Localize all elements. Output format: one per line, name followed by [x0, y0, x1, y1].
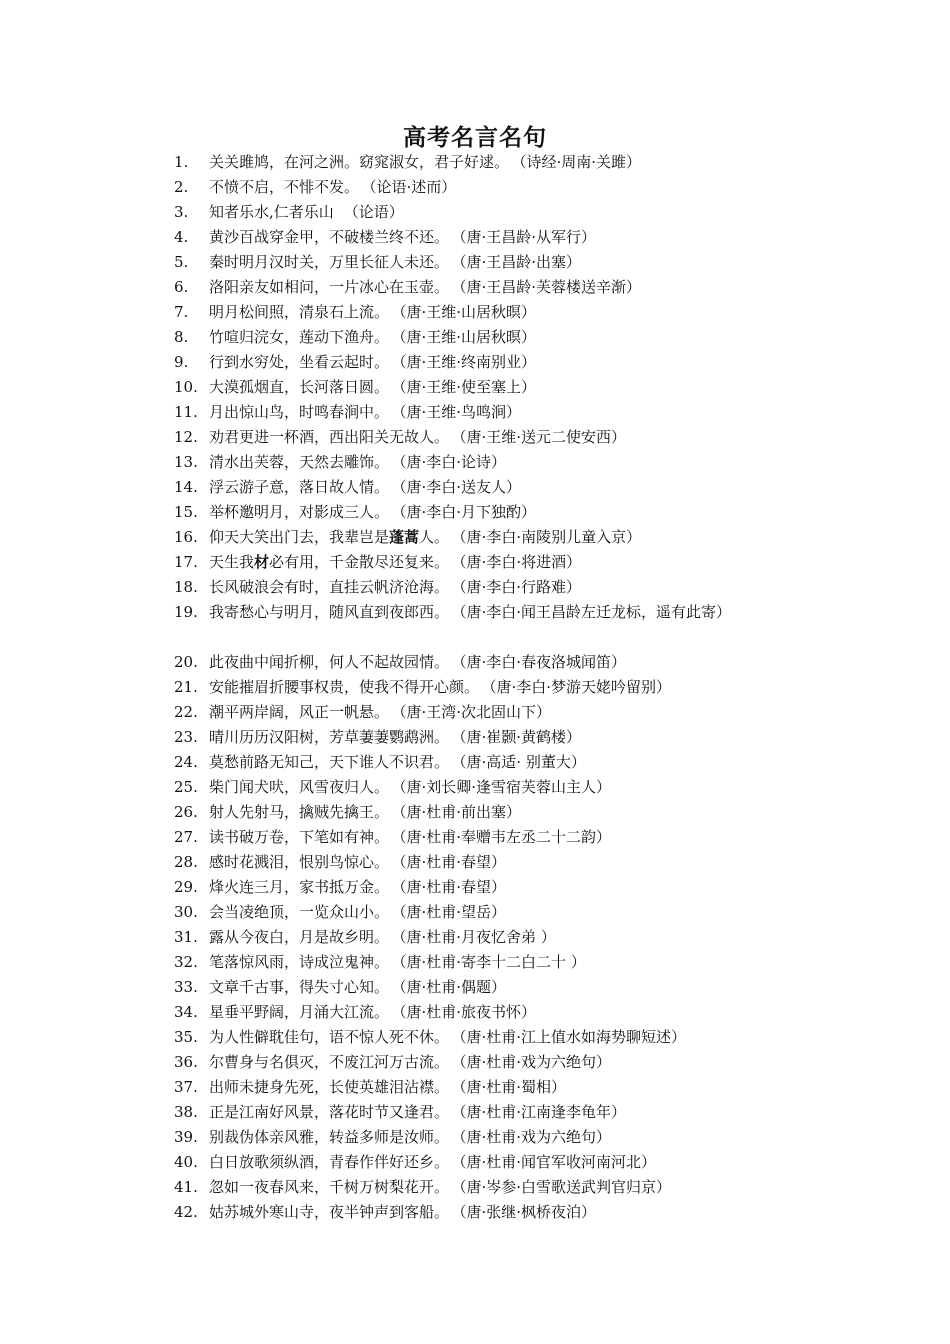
quote-source: （唐·杜甫·江南逢李龟年）: [459, 1103, 627, 1121]
quote-body: [209, 550, 814, 575]
quote-text: 射人先射马，擒贼先擒王。: [209, 803, 390, 821]
list-item: [174, 875, 814, 900]
quote-body: [209, 1125, 814, 1150]
quote-text: 行到水穷处，坐看云起时。: [209, 353, 390, 371]
quote-source: （唐·王湾·次北固山下）: [399, 703, 552, 721]
quote-body: [209, 975, 814, 1000]
item-number: 24.: [174, 753, 198, 771]
quote-text: 别裁伪体亲风雅，转益多师是汝师。: [209, 1128, 450, 1146]
quote-source: （唐·杜甫·寄李十二白二十 ）: [399, 953, 586, 971]
quote-body: [209, 375, 814, 400]
quote-text: 关关雎鸠，在河之洲。窈窕淑女，君子好逑。: [209, 153, 510, 171]
item-number: 36.: [174, 1053, 198, 1071]
quote-source: （唐·李白·春夜洛城闻笛）: [459, 653, 627, 671]
quote-source: （唐·杜甫·蜀相）: [459, 1078, 567, 1096]
quote-body: [209, 700, 814, 725]
quote-body: [209, 300, 814, 325]
quote-body: [209, 575, 814, 600]
item-number: 12.: [174, 428, 198, 446]
item-number: 39.: [174, 1128, 198, 1146]
quote-body: [209, 1175, 814, 1200]
list-item: [174, 425, 814, 450]
quote-body: [209, 325, 814, 350]
item-number: 32.: [174, 953, 198, 971]
quote-text: 晴川历历汉阳树，芳草萋萋鹦鹉洲。: [209, 728, 450, 746]
list-item: [174, 675, 814, 700]
quote-body: [209, 725, 814, 750]
quote-source: （唐·李白·梦游天姥吟留别）: [489, 678, 672, 696]
quote-source: （唐·李白·行路难）: [459, 578, 582, 596]
quote-body: [209, 1050, 814, 1075]
list-item: [174, 725, 814, 750]
quote-text: 必有用，千金散尽还复来。: [269, 553, 450, 571]
item-number: 6.: [174, 278, 189, 296]
quote-body: [209, 500, 814, 525]
list-item: [174, 300, 814, 325]
quote-text: 此夜曲中闻折柳，何人不起故园情。: [209, 653, 450, 671]
quote-body: [209, 1000, 814, 1025]
item-number: 11.: [174, 403, 198, 421]
quote-text: 黄沙百战穿金甲，不破楼兰终不还。: [209, 228, 450, 246]
quote-source: （唐·李白·闻王昌龄左迁龙标，遥有此寄）: [459, 603, 732, 621]
item-number: 26.: [174, 803, 198, 821]
item-number: 27.: [174, 828, 198, 846]
list-item: [174, 925, 814, 950]
quote-source: （论语·述而）: [369, 178, 457, 196]
quote-source: （唐·张继·枫桥夜泊）: [459, 1203, 597, 1221]
item-number: 21.: [174, 678, 198, 696]
quote-text: 白日放歌须纵酒，青春作伴好还乡。: [209, 1153, 450, 1171]
list-item: [174, 250, 814, 275]
quote-source: （唐·王维·山居秋暝）: [399, 328, 537, 346]
list-item: [174, 950, 814, 975]
quote-body: [209, 675, 814, 700]
list-item: [174, 1100, 814, 1125]
quote-text: 忽如一夜春风来，千树万树梨花开。: [209, 1178, 450, 1196]
list-item: [174, 800, 814, 825]
item-number: 25.: [174, 778, 198, 796]
quote-source: （唐·李白·南陵别儿童入京）: [459, 528, 642, 546]
item-number: 30.: [174, 903, 198, 921]
quote-text: 正是江南好风景，落花时节又逢君。: [209, 1103, 450, 1121]
list-item: [174, 850, 814, 875]
item-number: 1.: [174, 153, 189, 171]
quote-text: 潮平两岸阔，风正一帆悬。: [209, 703, 390, 721]
page-title: 高考名言名句: [403, 124, 547, 151]
quote-body: [209, 400, 814, 425]
item-number: 5.: [174, 253, 189, 271]
item-number: 37.: [174, 1078, 198, 1096]
quote-body: [209, 150, 814, 175]
list-item: [174, 1175, 814, 1200]
quote-text: 清水出芙蓉，天然去雕饰。: [209, 453, 390, 471]
list-item: [174, 975, 814, 1000]
list-item: [174, 475, 814, 500]
quote-source: （唐·李白·论诗）: [399, 453, 507, 471]
quote-source: （唐·杜甫·戏为六绝句）: [459, 1128, 612, 1146]
quote-text: 烽火连三月，家书抵万金。: [209, 878, 390, 896]
item-number: 15.: [174, 503, 198, 521]
quote-source: （论语）: [343, 203, 404, 221]
quote-body: [209, 225, 814, 250]
quote-text: 读书破万卷，下笔如有神。: [209, 828, 390, 846]
item-number: 9.: [174, 353, 189, 371]
quote-source: （唐·李白·月下独酌）: [399, 503, 537, 521]
quote-source: （唐·杜甫·戏为六绝句）: [459, 1053, 612, 1071]
list-item: [174, 600, 814, 650]
list-item: [174, 1050, 814, 1075]
quote-body: [209, 1150, 814, 1175]
item-number: 22.: [174, 703, 198, 721]
quote-list: [174, 150, 814, 1225]
quote-text-bold: 材: [254, 553, 270, 571]
list-item: [174, 1150, 814, 1175]
quote-text: 感时花溅泪，恨别鸟惊心。: [209, 853, 390, 871]
item-number: 41.: [174, 1178, 198, 1196]
quote-source: （唐·杜甫·望岳）: [399, 903, 507, 921]
quote-source: （唐·高适· 别董大）: [459, 753, 586, 771]
list-item: [174, 575, 814, 600]
quote-body: [209, 825, 814, 850]
quote-source: （唐·杜甫·前出塞）: [399, 803, 522, 821]
quote-text: 浮云游子意，落日故人情。: [209, 478, 390, 496]
quote-source: （唐·李白·送友人）: [399, 478, 522, 496]
quote-body: [209, 1200, 814, 1225]
quote-body: [209, 800, 814, 825]
quote-body: [209, 175, 814, 200]
quote-source: （唐·杜甫·江上值水如海势聊短述）: [459, 1028, 687, 1046]
quote-body: [209, 200, 814, 225]
quote-text: 举杯邀明月，对影成三人。: [209, 503, 390, 521]
quote-body: [209, 275, 814, 300]
quote-source: （唐·杜甫·月夜忆舍弟 ）: [399, 928, 556, 946]
quote-body: [209, 775, 814, 800]
quote-text: 尔曹身与名俱灭，不废江河万古流。: [209, 1053, 450, 1071]
list-item: [174, 450, 814, 475]
quote-source: （唐·杜甫·闻官军收河南河北）: [459, 1153, 657, 1171]
quote-source: （唐·王维·鸟鸣涧）: [399, 403, 522, 421]
quote-text: 长风破浪会有时，直挂云帆济沧海。: [209, 578, 450, 596]
quote-text: 露从今夜白，月是故乡明。: [209, 928, 390, 946]
item-number: 20.: [174, 653, 198, 671]
item-number: 40.: [174, 1153, 198, 1171]
item-number: 42.: [174, 1203, 198, 1221]
item-number: 18.: [174, 578, 198, 596]
list-item: [174, 550, 814, 575]
item-number: 38.: [174, 1103, 198, 1121]
quote-text-bold: 蓬蒿: [389, 528, 420, 546]
quote-text: 会当凌绝顶，一览众山小。: [209, 903, 390, 921]
quote-source: （唐·王维·使至塞上）: [399, 378, 537, 396]
list-item: [174, 1125, 814, 1150]
quote-text: 秦时明月汉时关，万里长征人未还。: [209, 253, 450, 271]
list-item: [174, 750, 814, 775]
quote-text: 文章千古事，得失寸心知。: [209, 978, 390, 996]
item-number: 19.: [174, 603, 198, 621]
quote-source: （唐·刘长卿·逢雪宿芙蓉山主人）: [399, 778, 612, 796]
list-item: [174, 175, 814, 200]
quote-body: [209, 425, 814, 450]
list-item: [174, 150, 814, 175]
quote-source: （唐·杜甫·旅夜书怀）: [399, 1003, 537, 1021]
item-number: 4.: [174, 228, 189, 246]
quote-body: [209, 900, 814, 925]
list-item: [174, 500, 814, 525]
item-number: 34.: [174, 1003, 198, 1021]
quote-source: （唐·王昌龄·出塞）: [459, 253, 582, 271]
quote-body: [209, 750, 814, 775]
quote-text: 我寄愁心与明月，随风直到夜郎西。: [209, 603, 450, 621]
list-item: [174, 400, 814, 425]
quote-body: [209, 250, 814, 275]
quote-body: [209, 875, 814, 900]
quote-source: （唐·王维·终南别业）: [399, 353, 537, 371]
quote-text: 人。: [419, 528, 450, 546]
quote-body: [209, 925, 814, 950]
list-item: [174, 650, 814, 675]
quote-text: 不愤不启，不悱不发。: [209, 178, 360, 196]
quote-source: （唐·杜甫·奉赠韦左丞二十二韵）: [399, 828, 612, 846]
quote-source: （唐·王维·送元二使安西）: [459, 428, 627, 446]
quote-body: [209, 1100, 814, 1125]
item-number: 10.: [174, 378, 198, 396]
list-item: [174, 200, 814, 225]
quote-body: [209, 450, 814, 475]
quote-source: （唐·王维·山居秋暝）: [399, 303, 537, 321]
quote-text: 月出惊山鸟，时鸣春涧中。: [209, 403, 390, 421]
item-number: 16.: [174, 528, 198, 546]
quote-text: 姑苏城外寒山寺，夜半钟声到客船。: [209, 1203, 450, 1221]
quote-text: 安能摧眉折腰事权贵，使我不得开心颜。: [209, 678, 480, 696]
quote-text: 为人性僻耽佳句，语不惊人死不休。: [209, 1028, 450, 1046]
quote-text: 洛阳亲友如相问，一片冰心在玉壶。: [209, 278, 450, 296]
item-number: 33.: [174, 978, 198, 996]
quote-source: （唐·杜甫·春望）: [399, 853, 507, 871]
quote-body: [209, 350, 814, 375]
list-item: [174, 775, 814, 800]
list-item: [174, 225, 814, 250]
list-item: [174, 1025, 814, 1050]
item-number: 13.: [174, 453, 198, 471]
quote-text: 莫愁前路无知己，天下谁人不识君。: [209, 753, 450, 771]
quote-text: 知者乐水,仁者乐山: [209, 203, 334, 221]
quote-text: 天生我: [209, 553, 255, 571]
list-item: [174, 525, 814, 550]
quote-text: 星垂平野阔，月涌大江流。: [209, 1003, 390, 1021]
item-number: 35.: [174, 1028, 198, 1046]
item-number: 2.: [174, 178, 189, 196]
quote-text: 劝君更进一杯酒，西出阳关无故人。: [209, 428, 450, 446]
list-item: [174, 275, 814, 300]
list-item: [174, 900, 814, 925]
list-item: [174, 375, 814, 400]
quote-source: （唐·崔颢·黄鹤楼）: [459, 728, 582, 746]
list-item: [174, 825, 814, 850]
quote-source: （唐·李白·将进酒）: [459, 553, 582, 571]
quote-source: （唐·王昌龄·芙蓉楼送辛渐）: [459, 278, 642, 296]
quote-source: （诗经·周南·关雎）: [519, 153, 642, 171]
quote-text: 柴门闻犬吠，风雪夜归人。: [209, 778, 390, 796]
quote-text: 笔落惊风雨，诗成泣鬼神。: [209, 953, 390, 971]
item-number: 31.: [174, 928, 198, 946]
quote-body: [209, 650, 814, 675]
list-item: [174, 1075, 814, 1100]
quote-text: 出师未捷身先死，长使英雄泪沾襟。: [209, 1078, 450, 1096]
item-number: 7.: [174, 303, 189, 321]
item-number: 23.: [174, 728, 198, 746]
quote-text: 仰天大笑出门去，我辈岂是: [209, 528, 390, 546]
quote-text: 明月松间照，清泉石上流。: [209, 303, 390, 321]
quote-body: [209, 525, 814, 550]
quote-source: （唐·岑参·白雪歌送武判官归京）: [459, 1178, 672, 1196]
quote-body: [209, 850, 814, 875]
quote-text: 竹喧归浣女，莲动下渔舟。: [209, 328, 390, 346]
list-item: [174, 1200, 814, 1225]
item-number: 28.: [174, 853, 198, 871]
item-number: 8.: [174, 328, 189, 346]
item-number: 14.: [174, 478, 198, 496]
list-item: [174, 1000, 814, 1025]
list-item: [174, 350, 814, 375]
quote-text: 大漠孤烟直，长河落日圆。: [209, 378, 390, 396]
item-number: 17.: [174, 553, 198, 571]
item-number: 3.: [174, 203, 189, 221]
quote-body: [209, 1075, 814, 1100]
quote-body: [209, 1025, 814, 1050]
quote-body: [209, 600, 814, 625]
list-item: [174, 700, 814, 725]
quote-body: [209, 950, 814, 975]
quote-body: [209, 475, 814, 500]
list-item: [174, 325, 814, 350]
quote-source: （唐·杜甫·春望）: [399, 878, 507, 896]
quote-source: （唐·王昌龄·从军行）: [459, 228, 597, 246]
item-number: 29.: [174, 878, 198, 896]
quote-source: （唐·杜甫·偶题）: [399, 978, 507, 996]
